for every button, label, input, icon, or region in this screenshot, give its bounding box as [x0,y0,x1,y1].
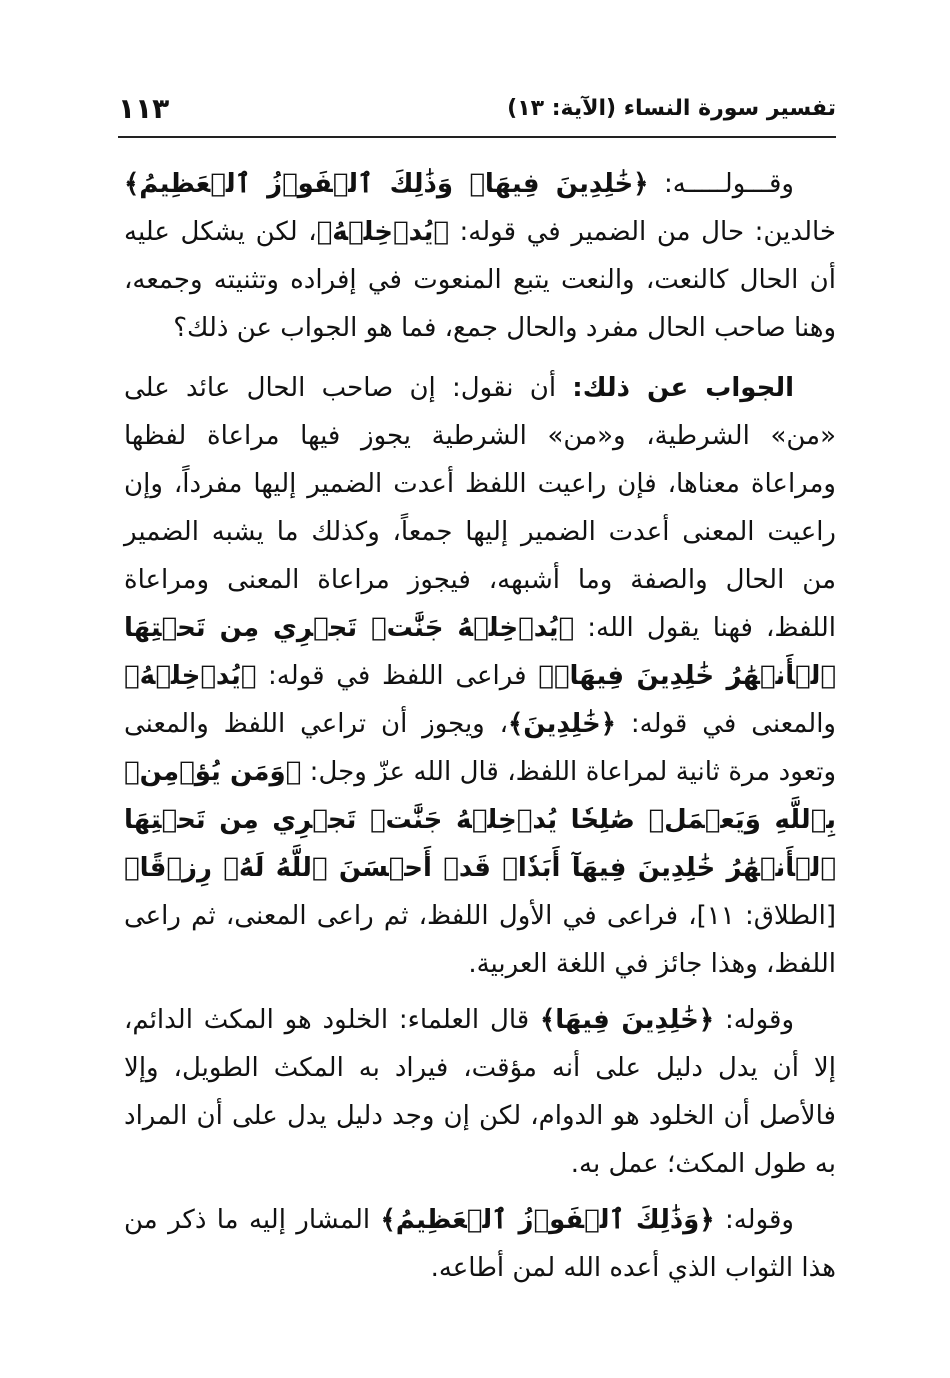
paragraph-2 [124,364,836,988]
p3-text: قال العلماء: الخلود هو المكث الدائم، إلا أن يدل دليل على أنه مؤقت، فيراد به المكث الطويل، وإلا فالأصل أن الخلود هو الدوام، لكن إن وجد دليل يدل على أن المراد به طول المكث؛ عمل به. [124,1005,836,1179]
running-title: تفسير سورة النساء (الآية: ١٣) [507,96,836,121]
p2-verse-3: ﴿خَٰلِدِينَ﴾ [508,709,616,739]
p2-verse-2: ﴿يُدۡخِلۡهُ﴾ [124,661,257,691]
p2-verse-4: ﴿وَمَن يُؤۡمِنۢ بِٱللَّهِ وَيَعۡمَلۡ صَٰلِحٗا يُدۡخِلۡهُ جَنَّٰتٖ تَجۡرِي مِن تَحۡتِهَا ٱلۡأَنۡهَٰرُ خَٰلِدِينَ فِيهَآ أَبَدٗاۖ قَدۡ أَحۡسَنَ ٱللَّهُ لَهُۥ رِزۡقًا﴾ [124,757,836,883]
p2-text-5: [الطلاق: ١١]، فراعى في الأول اللفظ، ثم راعى المعنى، ثم راعى اللفظ، وهذا جائز في اللغة العربية. [124,901,837,979]
p1-text-1: خالدين: حال من الضمير في قوله: [448,217,836,247]
paragraph-3 [124,996,836,1188]
p3-lead: وقوله: [714,1005,794,1035]
page-body [124,160,836,1292]
paragraph-1 [124,160,836,352]
p1-text-2: ، لكن يشكل عليه أن الحال كالنعت، والنعت يتبع المنعوت في إفراده وتثنيته وجمعه، وهنا صاحب الحال مفرد والحال جمع، فما هو الجواب عن ذلك؟ [124,217,836,343]
p1-verse-2: ﴿يُدۡخِلۡهُ﴾ [316,217,449,247]
p2-text-4: ، ويجوز أن تراعي اللفظ والمعنى وتعود مرة ثانية لمراعاة اللفظ، قال الله عزّ وجل: [124,709,836,787]
p2-bold-lead: الجواب عن ذلك: [572,373,794,403]
paragraph-4 [124,1196,836,1292]
p2-text-3: والمعنى في قوله: [616,709,836,739]
p4-text: المشار إليه ما ذكر من هذا الثواب الذي أعده الله لمن أطاعه. [124,1205,836,1283]
p2-text-1: أن نقول: إن صاحب الحال عائد على «من» الشرطية، و«من» الشرطية يجوز فيها مراعاة لفظها ومراعاة معناها، فإن راعيت اللفظ أعدت الضمير إليها مفرداً، وإن راعيت المعنى أعدت الضمير إليها جمعاً، وكذلك ما يشبه الضمير من الحال والصفة وما أشبهه، فيجوز مراعاة المعنى ومراعاة اللفظ، فهنا يقول الله: [124,373,836,643]
p1-verse: ﴿خَٰلِدِينَ فِيهَاۚ وَذَٰلِكَ ٱلۡفَوۡزُ ٱلۡعَظِيمُ﴾ [124,169,649,199]
p4-lead: وقوله: [714,1205,794,1235]
p2-text-2: فراعى اللفظ في قوله: [256,661,539,691]
p4-verse: ﴿وَذَٰلِكَ ٱلۡفَوۡزُ ٱلۡعَظِيمُ﴾ [380,1205,715,1235]
p3-verse: ﴿خَٰلِدِينَ فِيهَا﴾ [540,1005,715,1035]
page-number: ١١٣ [118,92,170,125]
header-divider [118,136,836,138]
p2-verse-1: ﴿يُدۡخِلۡهُ جَنَّٰتٖ تَجۡرِي مِن تَحۡتِهَا ٱلۡأَنۡهَٰرُ خَٰلِدِينَ فِيهَاۚ﴾ [124,613,836,691]
p1-lead: وقـــولـــــه: [648,169,794,199]
page-header [118,92,836,132]
